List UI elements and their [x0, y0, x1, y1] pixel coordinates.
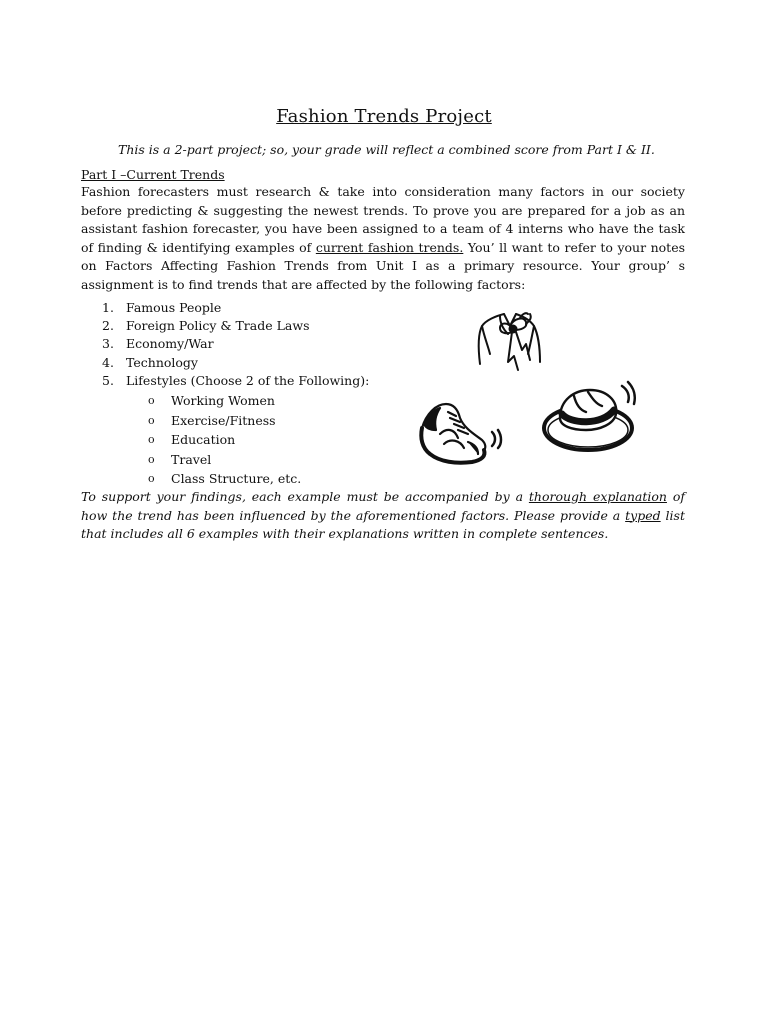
list-item: [148, 391, 301, 411]
lifestyles-list: [148, 391, 301, 489]
list-item: [102, 317, 369, 335]
list-label: Technology: [126, 354, 198, 370]
paragraph-text-1: Fashion forecasters must research & take into consideration many factors in our society before predicting & suggesting the newest trends. To prove you are prepared for a job as an assistant fashion forecaster, you have been assigned to a team of 4 interns who have the task of finding & identifying examples of: [81, 184, 685, 255]
bullet: o: [148, 472, 155, 486]
factors-list: [102, 299, 369, 390]
intro-note: This is a 2-part project; so, your grade will reflect a combined score from Part I & II.: [118, 142, 655, 157]
list-label: Travel: [171, 451, 212, 467]
closing-underlined-2: typed: [625, 507, 661, 523]
paragraph-underlined: current fashion trends.: [315, 239, 464, 255]
list-number: 3.: [102, 336, 114, 352]
list-item: [102, 372, 369, 390]
bullet: o: [148, 413, 155, 427]
part-one-heading: Part I –Current Trends: [81, 167, 225, 182]
list-label: Economy/War: [126, 336, 214, 352]
hat-clipart-icon: [540, 380, 640, 456]
list-item: [148, 450, 301, 470]
list-number: 1.: [102, 300, 114, 315]
bullet: o: [148, 452, 155, 466]
instructions-paragraph: [81, 183, 685, 295]
closing-text-2: of how the trend has been influenced by the aforementioned factors. Please provide a: [81, 489, 685, 523]
list-label: Education: [171, 432, 236, 448]
closing-text-3: list that includes all 6 examples with their explanations written in complete sentences.: [81, 507, 685, 542]
list-label: Working Women: [171, 393, 275, 408]
bullet: o: [148, 394, 155, 407]
list-number: 4.: [102, 354, 114, 370]
closing-text-1: To support your findings, each example must be accompanied by a: [81, 489, 529, 504]
list-item: [102, 335, 369, 353]
list-label: Famous People: [126, 300, 222, 315]
document-title: Fashion Trends Project: [276, 106, 492, 127]
list-label: Exercise/Fitness: [171, 412, 276, 428]
sneaker-clipart-icon: [416, 398, 506, 468]
closing-paragraph: [81, 488, 685, 544]
list-label: Class Structure, etc.: [171, 471, 302, 487]
list-label: Foreign Policy & Trade Laws: [126, 318, 310, 334]
list-item: [148, 430, 301, 450]
list-item: [102, 299, 369, 317]
paragraph-text-2: You’ ll want to refer to your notes on Factors Affecting Fashion Trends from Unit I as a primary resource. Your group’ s assignment is to find trends that are affected by the following factors:: [81, 239, 686, 292]
blouse-clipart-icon: [470, 304, 550, 378]
list-label: Lifestyles (Choose 2 of the Following):: [126, 372, 370, 388]
closing-underlined-1: thorough explanation: [528, 489, 667, 504]
list-number: 5.: [102, 372, 114, 388]
list-number: 2.: [102, 318, 114, 334]
list-item: [148, 469, 301, 489]
list-item: [148, 411, 301, 431]
bullet: o: [148, 433, 155, 447]
list-item: [102, 354, 369, 372]
